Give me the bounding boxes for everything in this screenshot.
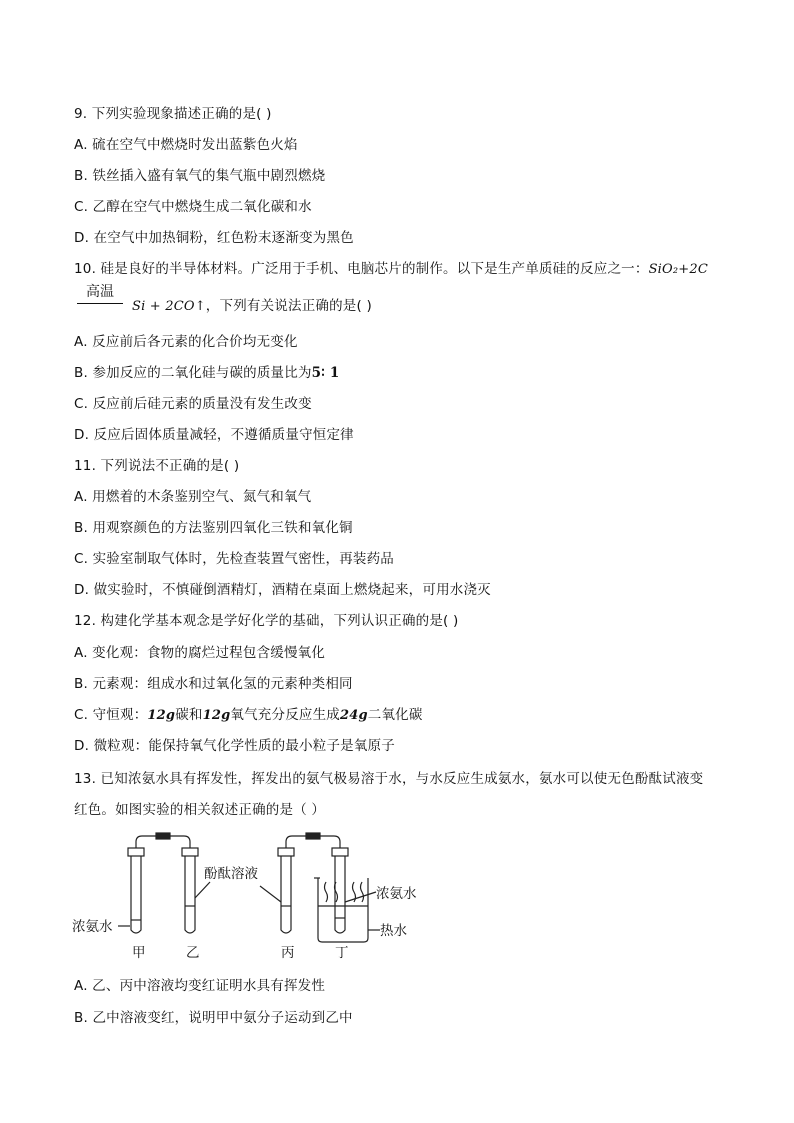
q10-stem-cont <box>132 297 372 316</box>
q10-option-b <box>74 364 339 382</box>
q12-stem: 12. 构建化学基本观念是学好化学的基础，下列认识正确的是( ) <box>74 613 459 629</box>
q10-option-c: C. 反应前后硅元素的质量没有发生改变 <box>74 396 312 412</box>
q10-stem-suffix: ，下列有关说法正确的是( ) <box>205 298 372 314</box>
stopper-tube-d <box>332 848 348 856</box>
label-tube-a: 甲 <box>132 945 146 961</box>
q13-stem-line1: 13. 已知浓氨水具有挥发性，挥发出的氨气极易溶于水，与水反应生成氨水，氨水可以使无色酚酞试液变 <box>74 771 704 787</box>
reaction-arrow-bar <box>77 303 123 304</box>
steam-4 <box>361 882 364 902</box>
q10-stem <box>74 260 708 279</box>
rubber-joint-left <box>156 833 170 839</box>
label-tube-b: 乙 <box>186 945 200 961</box>
q10-option-a: A. 反应前后各元素的化合价均无变化 <box>74 334 298 350</box>
experiment-figure <box>70 826 430 966</box>
q9-stem: 9. 下列实验现象描述正确的是( ) <box>74 106 272 122</box>
q13-option-b: B. 乙中溶液变红，说明甲中氨分子运动到乙中 <box>74 1010 353 1026</box>
q12-c-mass-1: 12g <box>147 708 176 723</box>
q12-option-d: D. 微粒观：能保持氧气化学性质的最小粒子是氧原子 <box>74 738 395 754</box>
rubber-joint-right <box>306 833 320 839</box>
q10-option-b-text: B. 参加反应的二氧化硅与碳的质量比为 <box>74 365 312 381</box>
stopper-tube-a <box>128 848 144 856</box>
tube-a <box>131 856 141 933</box>
q12-option-a: A. 变化观：食物的腐烂过程包含缓慢氧化 <box>74 645 326 661</box>
q12-option-b: B. 元素观：组成水和过氧化氢的元素种类相同 <box>74 676 353 692</box>
tube-c <box>281 856 291 933</box>
q12-c-text-2: 碳和 <box>175 707 203 723</box>
steam-1 <box>325 882 328 902</box>
label-hot-water: 热水 <box>380 923 407 939</box>
q10-reactants: SiO₂+2C <box>648 262 709 277</box>
q10-option-d: D. 反应后固体质量减轻，不遵循质量守恒定律 <box>74 427 354 443</box>
label-concentrated-ammonia: 浓氨水 <box>72 919 113 935</box>
label-tube-d: 丁 <box>335 945 349 961</box>
pointer-ammonia-right <box>345 892 376 902</box>
label-concentrated-ammonia-right: 浓氨水 <box>376 886 417 902</box>
q11-option-a: A. 用燃着的木条鉴别空气、氮气和氧气 <box>74 489 312 505</box>
tube-b <box>185 856 195 933</box>
q10-products: Si + 2CO↑ <box>132 299 206 314</box>
q10-stem-prefix: 10. 硅是良好的半导体材料。广泛用于手机、电脑芯片的制作。以下是生产单质硅的反应之一： <box>74 261 649 277</box>
pointer-phenolphthalein <box>195 882 210 898</box>
q12-c-text-1: C. 守恒观： <box>74 707 148 723</box>
reaction-condition: 高温 <box>86 284 114 300</box>
q13-stem-line2: 红色。如图实验的相关叙述正确的是（ ） <box>74 802 326 818</box>
q11-option-b: B. 用观察颜色的方法鉴别四氧化三铁和氧化铜 <box>74 520 353 536</box>
q12-c-mass-2: 12g <box>202 708 231 723</box>
q11-stem: 11. 下列说法不正确的是( ) <box>74 458 240 474</box>
q12-c-text-4: 二氧化碳 <box>367 707 423 723</box>
q12-option-c <box>74 706 423 725</box>
q11-option-d: D. 做实验时，不慎碰倒酒精灯，酒精在桌面上燃烧起来，可用水浇灭 <box>74 582 491 598</box>
q11-option-c: C. 实验室制取气体时，先检查装置气密性，再装药品 <box>74 551 395 567</box>
label-phenolphthalein: 酚酞溶液 <box>204 866 258 882</box>
q10-option-b-ratio: 5∶ 1 <box>311 365 340 381</box>
stopper-tube-c <box>278 848 294 856</box>
q9-option-d: D. 在空气中加热铜粉，红色粉末逐渐变为黑色 <box>74 230 354 246</box>
q13-option-a: A. 乙、丙中溶液均变红证明水具有挥发性 <box>74 978 326 994</box>
q12-c-mass-3: 24g <box>340 708 368 723</box>
q12-c-text-3: 氧气充分反应生成 <box>230 707 340 723</box>
label-tube-c: 丙 <box>281 945 295 961</box>
pointer-phenolphthalein-c <box>260 886 281 902</box>
q9-option-a: A. 硫在空气中燃烧时发出蓝紫色火焰 <box>74 137 298 153</box>
q9-option-c: C. 乙醇在空气中燃烧生成二氧化碳和水 <box>74 199 312 215</box>
stopper-tube-b <box>182 848 198 856</box>
q9-option-b: B. 铁丝插入盛有氧气的集气瓶中剧烈燃烧 <box>74 168 326 184</box>
